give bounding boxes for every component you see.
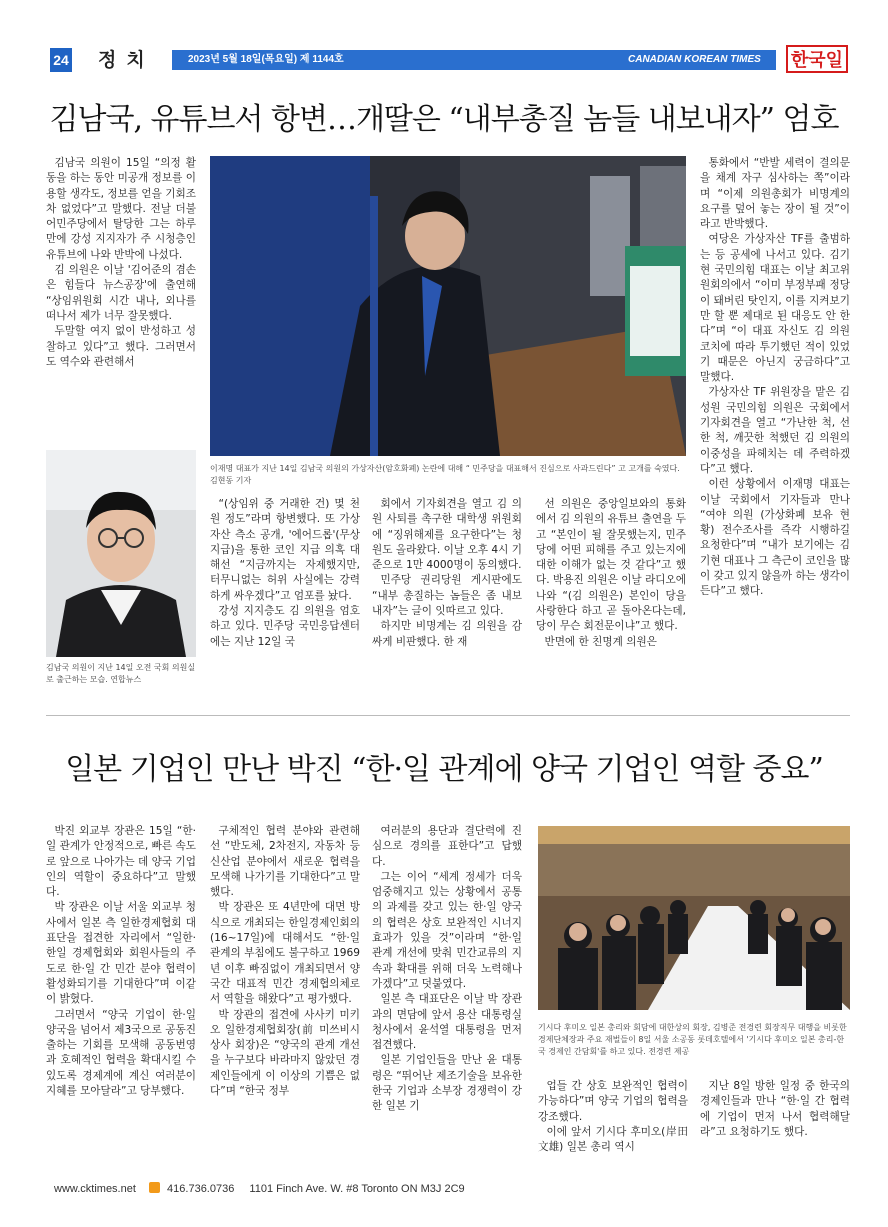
paragraph: 이에 앞서 기시다 후미오(岸田文雄) 일본 총리 역시 <box>538 1125 688 1154</box>
paragraph: 회에서 기자회견을 열고 김 의원 사퇴를 촉구한 대학생 위원회에 “징위해제를 요구한다”는 청원도 올라왔다. 이날 오후 4시 기준으로 1만 4000명이 동의했다. <box>372 498 522 572</box>
paragraph: 일본 측 대표단은 이날 박 장관과의 면담에 앞서 용산 대통령실 청사에서 윤석열 대통령을 먼저 접견했다. <box>372 993 522 1052</box>
footer <box>54 1182 465 1195</box>
paragraph: 업들 간 상호 보완적인 협력이 가능하다”며 양국 기업의 협력을 강조했다. <box>538 1080 688 1123</box>
section-title: 정치 <box>98 49 155 71</box>
article1-col5 <box>700 156 850 600</box>
article2-col3 <box>372 824 522 1115</box>
issue-date: 2023년 5월 18일(목요일) 제 1144호 <box>188 54 344 65</box>
paragraph: 구체적인 협력 분야와 관련해선 “반도체, 2차전지, 자동차 등 신산업 분야에서 새로운 협력을 모색해 나가기를 기대한다”고 말했다. <box>210 825 360 899</box>
paragraph: 박 장관의 접견에 사사키 미키오 일한경제협회장(前 미쓰비시상사 회장)은 “양국의 관계 개선을 누구보다 바라마지 않았던 경제인들에게 이 이상의 기쁨은 없다”며 “한국 정부 <box>210 1008 360 1098</box>
paragraph: 민주당 권리당원 게시판에도 “내부 총질하는 놈들은 좀 내보내자”는 글이 잇따르고 있다. <box>372 574 522 618</box>
page-number: 24 <box>50 48 72 72</box>
meeting-photo-caption: 기시다 후미오 일본 총리와 회담에 대한상의 회장, 김병준 전경련 회장직무 대행을 비롯한 경제단체장과 주요 재벌들이 8일 서울 소공동 롯데호텔에서 '기시다 후미오 일본 총리-한국 경제인 간담회'를 하고 있다. 전경련 제공 <box>538 1023 847 1056</box>
paragraph: 강성 지지층도 김 의원을 엄호하고 있다. 민주당 국민응답센터에는 지난 12일 국 <box>210 605 360 648</box>
article2-headline: 일본 기업인 만난 박진 “한·일 관계에 양국 기업인 역할 중요” <box>65 752 823 787</box>
paragraph: 선 의원은 중앙일보와의 통화에서 김 의원의 유튜브 출연을 두고 “본인이 될 잘못했는지, 민주당에 어떤 피해를 주고 있는지에 대한 이해가 없는 것 같다”고 했다. 박용진 의원은 이날 라디오에 나와 “(김 의원은) 본인이 당을 사랑한다 하고 곧 돌아온다는데, 당이 무슨 회전문이냐”고 했다. <box>536 498 686 633</box>
phone-number: 416.736.0736 <box>167 1183 235 1195</box>
paragraph: 여러분의 용단과 결단력에 진심으로 경의를 표한다”고 답했다. <box>372 825 522 868</box>
paragraph: 이런 상황에서 이재명 대표는 이날 국회에서 기자들과 만나 “여야 의원 (가상화폐 보유 현황) 전수조사를 즉각 시행하길 요청한다”며 “내가 보기에는 김기현 대표나 그 측근이 코인을 많이 갖고 있지 않을까 하는 생각이 든다”고 했다. <box>700 478 850 598</box>
paragraph: 박진 외교부 장관은 15일 “한·일 관계가 안정적으로, 빠른 속도로 앞으로 나아가는 데 양국 기업인의 역할이 중요하다”고 말했다. <box>46 825 196 899</box>
paragraph: 박 장관은 또 4년만에 대면 방식으로 개최되는 한일경제인회의(16~17일)에 대해서도 “한·일관계의 부침에도 불구하고 1969년 이후 빠짐없이 개최되면서 양국간 대표적 민간 경제협의체로서 역할을 해왔다”고 평가했다. <box>210 901 361 1006</box>
portrait-caption: 김남국 의원이 지난 14일 오전 국회 의원실로 출근하는 모습. 연합뉴스 <box>46 663 196 684</box>
main-photo-caption: 이재명 대표가 지난 14일 김남국 의원의 가상자산(암호화폐) 논란에 대해 “ 민주당을 대표해서 진심으로 사과드린다” 고 고개를 숙였다. 김현동 기자 <box>210 464 680 485</box>
paragraph: 두말할 여지 없이 반성하고 성찰하고 있다”고 했다. 그러면서도 역수와 관련해서 <box>46 325 196 368</box>
paragraph: 그러면서 “양국 기업이 한·일 양국을 넘어서 제3국으로 공동진출하는 기회를 모색해 공동번영과 호혜적인 협력을 확대시킬 수 있도록 경제계에 계신 여러분이 지혜를 모아달라”고 당부했다. <box>46 1008 196 1098</box>
website-link[interactable]: www.cktimes.net <box>54 1183 136 1195</box>
article1-col2 <box>210 497 360 650</box>
address: 1101 Finch Ave. W. #8 Toronto ON M3J 2C9 <box>249 1183 465 1195</box>
paragraph: 지난 8일 방한 일정 중 한국의 경제인들과 만나 “한·일 간 협력에 기업이 먼저 나서 협력해달라”고 요청하기도 했다. <box>700 1080 850 1138</box>
article1-headline: 김남국, 유튜브서 항변…개딸은 “내부총질 놈들 내보내자” 엄호 <box>49 102 839 137</box>
phone-icon <box>149 1182 160 1193</box>
section-divider <box>46 715 850 716</box>
newspaper-logo: 한국일 <box>786 45 848 73</box>
portrait-photo <box>46 450 196 657</box>
article1-col1 <box>46 156 196 370</box>
paragraph: 김남국 의원이 15일 “의정 활동을 하는 동안 미공개 정보를 이용할 생각도, 정보를 얻을 기회조차 없었다”고 말했다. 전날 더불어민주당에서 탈당한 그는 하루 만에 강성 지지자가 주 시청층인 유튜브에 나와 반박에 나섰다. <box>46 157 196 261</box>
paragraph: 일본 기업인들을 만난 윤 대통령은 “뛰어난 제조기술을 보유한 한국 기업과 소부장 경쟁력이 강한 일본 기 <box>372 1054 522 1113</box>
paragraph: 하지만 비명계는 김 의원을 감싸게 비판했다. 한 재 <box>372 620 522 648</box>
article2-col1 <box>46 824 196 1099</box>
article2-col5 <box>700 1079 850 1140</box>
article1-col3 <box>372 497 522 650</box>
paragraph: 그는 이어 “세계 정세가 더욱 엄중해지고 있는 상황에서 공통의 과제를 갖고 있는 한·일 양국의 협력은 상호 보완적인 시너지 효과가 있을 것”이라며 “한·일 관계 개선에 맞춰 민간교류의 지속과 확대를 위해 더욱 노력해나가겠다”고 덧붙였다. <box>372 870 522 990</box>
article1-col4 <box>536 497 686 650</box>
paragraph: 김 의원은 이날 '김어준의 겸손은 힘들다 뉴스공장'에 출연해 “상임위원회 시간 내나, 외나를 떠나서 제가 너무 잘못했다. <box>46 264 196 322</box>
paragraph: “(상임위 중 거래한 건) 몇 천 원 정도”라며 항변했다. 또 가상자산 측소 공개, '에어드롭'(무상지급)을 통한 코인 지급 의혹 대해선 “지금까지는 자제했지만, 터무니없는 허위 사실에는 강력하게 싸우겠다”고 엄포를 놨다. <box>210 498 360 602</box>
paragraph: 여당은 가상자산 TF를 출범하는 등 공세에 나서고 있다. 김기현 국민의힘 대표는 이날 최고위원회의에서 “이미 부정부패 정당이 돼버린 탓인지, 이를 지켜보기만 할 뿐 제대로 된 대응도 안 한다”며 “이 대표 자신도 김 의원 코치에 따라 투기했던 적이 있었기 때문은 아닌지 궁금하다”고 말했다. <box>700 233 850 384</box>
article2-col4 <box>538 1079 688 1155</box>
paper-name: CANADIAN KOREAN TIMES <box>628 54 761 65</box>
paragraph: 가상자산 TF 위원장을 맡은 김성원 국민의힘 의원은 국회에서 기자회견을 열고 “가난한 척, 선한 척, 깨끗한 척했던 김 의원의 이중성을 파헤치는 데 주력하겠다”고 했다. <box>700 386 850 475</box>
meeting-photo <box>538 826 850 1010</box>
paragraph: 통화에서 “반발 세력이 결의문을 채계 자구 심사하는 쪽”이라며 “이제 의원총회가 비명계의 요구를 덮어 놓는 장이 될 것”이라고 반박했다. <box>700 157 850 231</box>
main-photo <box>210 156 686 456</box>
article2-col2 <box>210 824 360 1099</box>
paragraph: 반면에 한 친명계 의원은 <box>544 635 657 648</box>
paragraph: 박 장관은 이날 서울 외교부 청사에서 일본 측 일한경제협회 대표단을 접견한 자리에서 “일한·한일 경제협회와 회원사들의 주도로 한·일 간 민간 분야 협력이 활성화되기를 기대한다”며 이같이 밝혔다. <box>46 901 196 1006</box>
